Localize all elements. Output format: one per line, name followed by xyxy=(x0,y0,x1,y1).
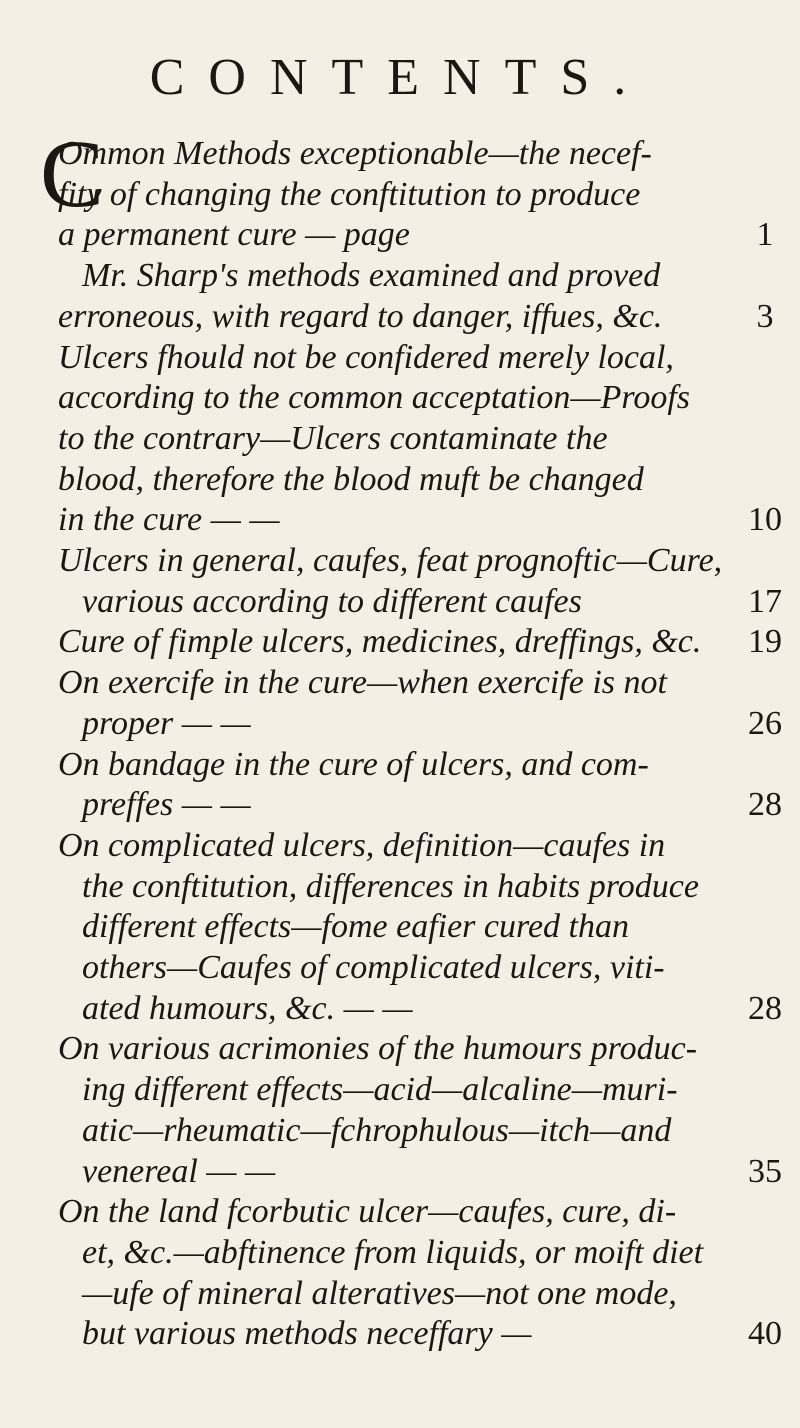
entry-text: Mr. Sharp's methods examined and proved xyxy=(82,257,661,295)
entry-text: others—Caufes of complicated ulcers, viti- xyxy=(82,949,665,986)
page-number: 28 xyxy=(748,786,782,824)
entry-text: atic—rheumatic—fchrophulous—itch—and xyxy=(82,1111,672,1149)
contents-line xyxy=(0,1310,800,1358)
entry-text: to the contrary—Ulcers contaminate the xyxy=(58,419,608,457)
entry-text: Ulcers in general, caufes, feat prognoftic—Cure, xyxy=(58,542,723,579)
entry-text: proper — — xyxy=(82,704,251,742)
page-number: 17 xyxy=(748,582,782,620)
page-number: 19 xyxy=(748,623,782,661)
entry-text: On exercife in the cure—when exercife is not xyxy=(58,664,667,702)
entry-text: Cure of fimple ulcers, medicines, dreffings, &c. xyxy=(58,623,702,661)
entry-text: On the land fcorbutic ulcer—caufes, cure, di- xyxy=(58,1193,677,1231)
entry-text: according to the common acceptation—Proofs xyxy=(58,379,691,417)
entry-text: blood, therefore the blood muft be changed xyxy=(58,460,644,498)
entry-text: On bandage in the cure of ulcers, and com- xyxy=(58,745,649,783)
entry-text: Ulcers fhould not be confidered merely local, xyxy=(58,338,674,376)
entry-text: the conftitution, differences in habits produce xyxy=(82,867,699,905)
page-number: 26 xyxy=(748,704,782,742)
page-number: 1 xyxy=(756,216,774,254)
entry-text: erroneous, with regard to danger, iffues, &c. xyxy=(58,297,663,335)
entry-text: preffes — — xyxy=(82,786,251,824)
entry-text: On various acrimonies of the humours produc- xyxy=(58,1030,698,1068)
contents-heading: CONTENTS. xyxy=(149,49,651,106)
page-number: 40 xyxy=(748,1315,782,1353)
drop-cap: C xyxy=(40,120,105,227)
entry-text: ated humours, &c. — — xyxy=(82,989,413,1027)
page-number: 35 xyxy=(748,1152,782,1190)
entry-text: but various methods neceffary — xyxy=(82,1315,532,1353)
entry-text: On complicated ulcers, definition—caufes in xyxy=(58,826,666,864)
page-number: 28 xyxy=(748,989,782,1027)
entry-text: fity of changing the conftitution to produce xyxy=(58,175,641,213)
entry-text: venereal — — xyxy=(82,1152,276,1190)
entry-text: in the cure — — xyxy=(58,501,280,539)
entry-text: Ommon Methods exceptionable—the necef- xyxy=(58,135,652,172)
entry-text: et, &c.—abftinence from liquids, or moift diet xyxy=(82,1233,704,1271)
entry-text: various according to different caufes xyxy=(82,582,582,620)
entry-text: ing different effects—acid—alcaline—muri- xyxy=(82,1071,678,1109)
page-number: 10 xyxy=(748,501,782,539)
entry-text: —ufe of mineral alteratives—not one mode, xyxy=(82,1274,677,1312)
entry-text: a permanent cure — page xyxy=(58,216,410,254)
entry-text: different effects—fome eafier cured than xyxy=(82,908,630,946)
page-number: 3 xyxy=(756,297,774,335)
